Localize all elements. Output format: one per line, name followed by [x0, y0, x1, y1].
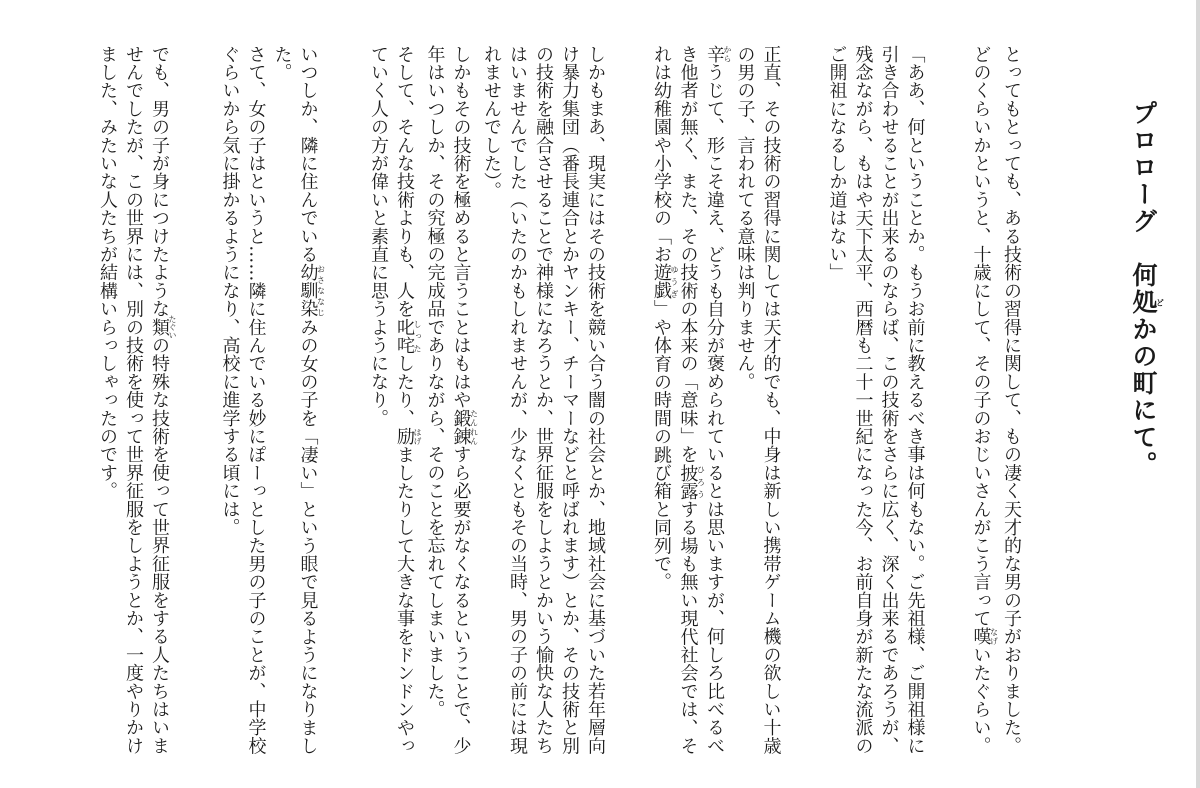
- ruby-reading: たんれん: [469, 409, 479, 446]
- ruby-reading: から: [723, 45, 732, 64]
- chapter-title-text-before: プロローグ 何: [1129, 100, 1158, 289]
- ruby-base: 励: [394, 427, 415, 446]
- text-run: みの女の子を「凄い」という眼で見るようになりました。: [271, 45, 319, 755]
- chapter-title-ruby-reading: ど: [1155, 289, 1166, 316]
- paragraph: [365, 45, 422, 765]
- ruby-base: 類: [149, 315, 170, 340]
- ruby-base: 鍛錬: [450, 409, 472, 446]
- ruby-base: 嘆: [970, 627, 992, 646]
- ruby-base: 遊戯: [651, 263, 672, 300]
- paragraph: [269, 45, 326, 765]
- paragraph: [968, 45, 999, 765]
- text-run: とってもとっても、ある技術の習得に関して、もの凄く天才的な男の子がおりました。: [1001, 45, 1022, 755]
- paragraph: [217, 45, 269, 765]
- page-edge: [1196, 0, 1200, 788]
- text-run: しかもまあ、現実にはその技術を競い合う闇の社会とか、地域社会に基づいた若年層向け暴力集団（番長連合とかヤンキー、チーマーなどと呼ばれます）とか、その技術と別の技術を融合させることで神様になろうとか、世界征服をしようとかいう愉快な人たちはいませんでした（いたのかもしれませんが、少なくともその当時、男の子の前には現れませんでした）。: [481, 45, 606, 755]
- text-run: ましたりして大きな事をドンドンやっていく人の方が偉いと素直に思うようになり。: [368, 45, 415, 755]
- ruby-reading: ひろう: [696, 463, 706, 501]
- ruby-annotation: [149, 315, 177, 340]
- text-run: どのくらいかというと、十歳にして、その子のおじいさんがこう言って: [970, 45, 992, 628]
- ruby-base: 幼馴染: [297, 263, 319, 319]
- ruby-annotation: [394, 318, 422, 355]
- ruby-reading: しった: [413, 318, 422, 355]
- ruby-base: 叱咤: [394, 318, 415, 355]
- ruby-annotation: [651, 263, 679, 300]
- ruby-base: 披露: [677, 463, 699, 501]
- paragraph: [998, 45, 1024, 765]
- ruby-reading: おさななじ: [316, 263, 326, 318]
- ruby-annotation: [394, 427, 422, 446]
- ruby-annotation: [704, 45, 732, 64]
- text-run: する場も無い現代社会では、それは幼稚園や小学校の「お: [651, 45, 699, 755]
- ruby-annotation: [450, 409, 479, 446]
- text-run: うじて、形こそ違え、どうも自分が褒められているとは思いますが、何しろ比べるべき他者が無く、また、その技術の本来の「意味」を: [677, 45, 725, 755]
- ruby-reading: なげ: [989, 627, 999, 646]
- chapter-title-text-after: かの町にて。: [1129, 316, 1158, 478]
- chapter-title: [1126, 100, 1165, 478]
- ruby-reading: ゆうぎ: [670, 263, 679, 300]
- text-run: さて、女の子はというと……隣に住んでいる妙にぽーっとした男の子のことが、中学校ぐらいから気に掛かるようになり、高校に進学する頃には。: [219, 45, 267, 755]
- paragraph: [824, 45, 928, 765]
- text-run: の特殊な技術を使って世界征服をする人たちはいませんでしたが、この世界には、別の技術を使って世界征服をしようとか、一度やりかけました、みたいな人たちが結構いらっしゃったのです。: [97, 45, 170, 755]
- ruby-reading: たぐい: [168, 315, 177, 340]
- text-run: 」や体育の時間の跳び箱と同列で。: [651, 299, 672, 592]
- text-run: 「ああ、何ということか。もうお前に教えるべき事は何もない。ご先祖様、ご開祖様に引き合わせることが出来るのならば、この技術をさらに広く、深く出来るであろうが、残念ながら、もはや天下太平、西暦も二十一世紀になった今、お前自身が新たな流派のご開祖になるしか道はない」: [826, 45, 926, 755]
- ruby-annotation: [970, 627, 999, 646]
- paragraph: [478, 45, 608, 765]
- text-run: いつしか、隣に住んでいる: [297, 45, 319, 264]
- ruby-annotation: [677, 463, 706, 501]
- text-run: しかもその技術を極めると言うことはもはや: [450, 45, 472, 409]
- paragraph: [422, 45, 479, 765]
- text-run: いたぐらい。: [970, 645, 992, 755]
- ruby-annotation: [297, 263, 326, 319]
- paragraph: [648, 45, 732, 765]
- text-run: でも、男の子が身につけたような: [149, 45, 170, 318]
- paragraph: [94, 45, 177, 765]
- paragraph: [732, 45, 784, 765]
- text-run: そして、そんな技術よりも、人を: [394, 45, 415, 318]
- text-run: 正直、その技術の習得に関しては天才的でも、中身は新しい携帯ゲーム機の欲しい十歳の男の子、言われてる意味は判りません。: [734, 45, 782, 755]
- ruby-reading: はげ: [413, 427, 422, 446]
- text-run: したり、: [394, 354, 415, 428]
- ruby-base: 辛: [704, 45, 725, 64]
- body-text: [94, 45, 1024, 765]
- text-run: すら必要がなくなるということで、少年はいつしか、その究極の完成品でありながら、そのことを忘れてしまいました。: [424, 45, 472, 755]
- chapter-title-ruby-base: 処: [1129, 289, 1158, 316]
- chapter-title-ruby: [1129, 289, 1166, 316]
